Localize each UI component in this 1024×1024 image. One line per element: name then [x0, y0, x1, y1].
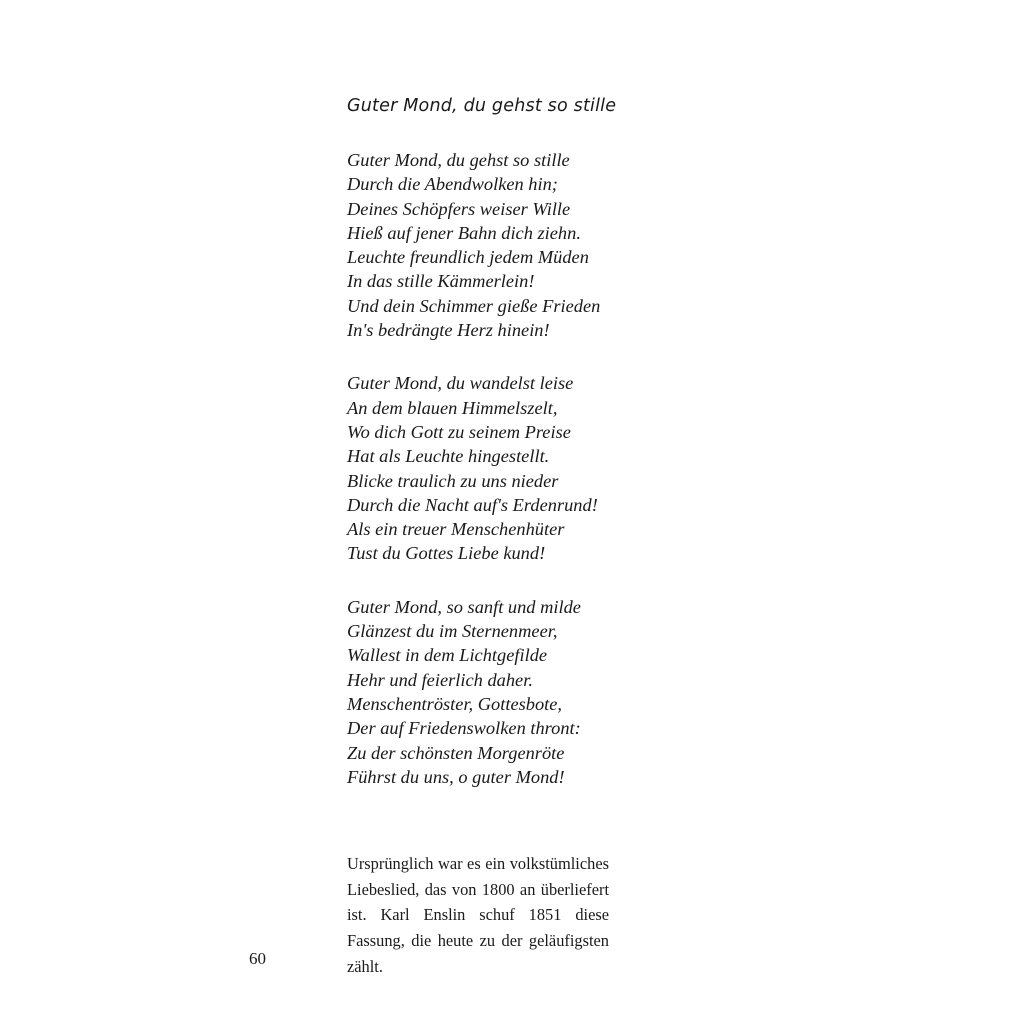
verse-line: Hat als Leuchte hingestellt. — [347, 446, 550, 467]
verse-line: In's bedrängte Herz hinein! — [347, 320, 550, 341]
verse-line: Blicke traulich zu uns nieder — [347, 470, 559, 491]
page-title: Guter Mond, du gehst so stille — [347, 96, 617, 116]
verse-line: Leuchte freundlich jedem Müden — [347, 247, 589, 268]
verse-line: Wallest in dem Lichtgefilde — [347, 645, 548, 666]
poem-stanza — [347, 595, 767, 789]
verse-line: Guter Mond, du gehst so stille — [347, 150, 570, 170]
page-number: 60 — [249, 949, 266, 968]
verse-line: In das stille Kämmerlein! — [347, 271, 535, 292]
editorial-note: Ursprünglich war es ein volkstümliches Liebeslied, das von 1800 an überliefert ist. Karl Enslin schuf 1851 diese Fassung, die heute zu der geläufigsten zählt. — [347, 854, 609, 976]
poem-stanza — [347, 371, 767, 565]
verse-line: Durch die Nacht auf's Erdenrund! — [347, 494, 598, 515]
page-content — [347, 96, 767, 995]
verse-line: Der auf Friedenswolken thront: — [347, 718, 581, 739]
verse-line: Glänzest du im Sternenmeer, — [347, 621, 558, 642]
verse-line: Durch die Abendwolken hin; — [347, 174, 558, 195]
verse-line: Und dein Schimmer gieße Frieden — [347, 295, 601, 316]
verse-line: An dem blauen Himmelszelt, — [347, 397, 558, 418]
verse-line: Menschentröster, Gottesbote, — [347, 693, 563, 714]
verse-line: Als ein treuer Menschenhüter — [347, 519, 565, 540]
verse-line: Guter Mond, du wandelst leise — [347, 373, 574, 394]
verse-line: Deines Schöpfers weiser Wille — [347, 198, 571, 219]
poem-stanza — [347, 148, 767, 342]
verse-line: Tust du Gottes Liebe kund! — [347, 543, 546, 564]
verse-line: Führst du uns, o guter Mond! — [347, 766, 565, 787]
verse-line: Zu der schönsten Morgenröte — [347, 742, 565, 763]
verse-line: Hehr und feierlich daher. — [347, 669, 533, 690]
verse-line: Hieß auf jener Bahn dich ziehn. — [347, 222, 581, 243]
verse-line: Guter Mond, so sanft und milde — [347, 596, 581, 617]
verse-line: Wo dich Gott zu seinem Preise — [347, 421, 571, 442]
